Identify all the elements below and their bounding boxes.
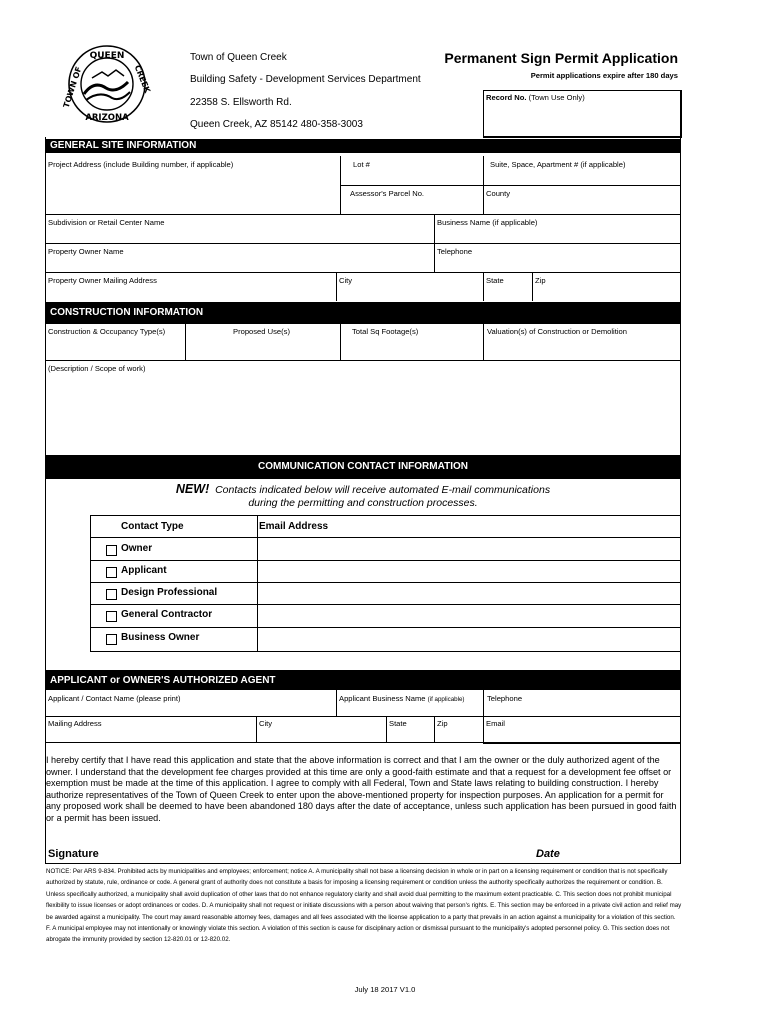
applicant-state-field[interactable]: State xyxy=(389,719,407,728)
communication-header: COMMUNICATION CONTACT INFORMATION xyxy=(46,455,680,479)
valuation-field[interactable]: Valuation(s) of Construction or Demolition xyxy=(487,327,627,336)
suite-field[interactable]: Suite, Space, Apartment # (if applicable) xyxy=(490,160,626,169)
expire-note: Permit applications expire after 180 days xyxy=(530,71,678,80)
record-no-box[interactable] xyxy=(483,90,682,138)
note-line-1: Contacts indicated below will receive automated E-mail communications xyxy=(215,484,551,496)
owner-telephone-field[interactable]: Telephone xyxy=(437,247,473,256)
occupancy-type-field[interactable]: Construction & Occupancy Type(s) xyxy=(48,327,166,336)
record-no-note: (Town Use Only) xyxy=(528,93,585,102)
contact-general-contractor-label: General Contractor xyxy=(121,609,213,620)
applicant-email-field[interactable]: Email xyxy=(486,719,505,728)
owner-city-field[interactable]: City xyxy=(339,276,353,285)
contact-type-header: Contact Type xyxy=(121,521,184,532)
subdivision-field[interactable]: Subdivision or Retail Center Name xyxy=(48,218,165,227)
communication-note xyxy=(46,483,680,510)
proposed-use-field[interactable]: Proposed Use(s) xyxy=(233,327,290,336)
department-name: Building Safety - Development Services Department xyxy=(190,74,421,85)
applicant-header: APPLICANT or OWNER'S AUTHORIZED AGENT xyxy=(46,670,680,690)
business-owner-checkbox[interactable] xyxy=(106,634,117,645)
town-logo xyxy=(62,44,162,134)
svg-text:TOWN OF: TOWN OF xyxy=(62,65,84,109)
new-label: NEW! xyxy=(175,482,210,496)
applicant-business-note: (if applicable) xyxy=(427,696,465,703)
applicant-business-name-field[interactable] xyxy=(339,694,464,704)
applicant-zip-field[interactable]: Zip xyxy=(437,719,448,728)
town-city-phone: Queen Creek, AZ 85142 480-358-3003 xyxy=(190,119,363,130)
description-field[interactable]: (Description / Scope of work) xyxy=(48,364,146,373)
signature-label[interactable]: Signature xyxy=(48,848,99,860)
certification-text: I hereby certify that I have read this application and state that the above information is correct and that I am the owner or the duly authorized agent of the owner. I understand that the development fee charges provided at this time are only a good-faith estimate and that a request for a development fee offset or exemption must be made at the time of this application. I agree to comply with all Federal, Town and State laws relating to building construction. I hereby authorize representatives of the Town of Queen Creek to enter upon the above-mentioned property for inspection purposes. An application for a permit for any proposed work shall be deemed to have been abandoned 180 days after the date of acceptance, unless such application has been pursued in good faith or a permit has been issued. xyxy=(46,755,677,823)
owner-mailing-field[interactable]: Property Owner Mailing Address xyxy=(48,276,157,285)
design-professional-checkbox[interactable] xyxy=(106,589,117,600)
parcel-field[interactable]: Assessor's Parcel No. xyxy=(350,189,425,198)
applicant-telephone-field[interactable]: Telephone xyxy=(487,694,523,703)
sq-footage-field[interactable]: Total Sq Footage(s) xyxy=(352,327,419,336)
contact-design-professional-label: Design Professional xyxy=(121,587,218,598)
owner-checkbox[interactable] xyxy=(106,545,117,556)
county-field[interactable]: County xyxy=(486,189,511,198)
svg-text:CREEK: CREEK xyxy=(132,63,152,95)
owner-name-field[interactable]: Property Owner Name xyxy=(48,247,124,256)
town-address: 22358 S. Ellsworth Rd. xyxy=(190,97,292,108)
owner-state-field[interactable]: State xyxy=(486,276,504,285)
applicant-contact-name-field[interactable]: Applicant / Contact Name (please print) xyxy=(48,694,181,703)
general-contractor-checkbox[interactable] xyxy=(106,611,117,622)
contact-owner-label: Owner xyxy=(121,543,153,554)
applicant-city-field[interactable]: City xyxy=(259,719,273,728)
applicant-business-name-label: Applicant Business Name xyxy=(339,694,426,703)
svg-text:QUEEN: QUEEN xyxy=(89,51,125,61)
version-footer: July 18 2017 V1.0 xyxy=(354,985,416,994)
notice-text: NOTICE: Per ARS 9-834. Prohibited acts by municipalities and employees; enforcement; notice A. A municipality shall not base a licensing decision in whole or in part on a licensing requirement or condition that is not specifically authorized by statute, rule, ordinance or code. A general grant of authority does not constitute a basis for imposing a licensing requirement or condition unless the authority specifically authorizes the requirement or condition. B. Unless specifically authorized, a municipality shall avoid duplication of other laws that do not enhance regulatory clarity and shall avoid dual permitting to the maximum extent practicable. C. This section does not prohibit municipal flexibility to issue licenses or adopt ordinances or codes. D. A municipality shall not request or initiate discussions with a person about waiving that person's rights. E. This section may be enforced in a private civil action and relief may be awarded against a municipality. The court may award reasonable attorney fees, damages and all fees associated with the license application to a party that prevails in an action against a municipality for a violation of this section. F. A municipal employee may not intentionally or knowingly violate this section. A violation of this section is cause for disciplinary action or dismissal pursuant to the municipality's adopted personnel policy. G. This section does not abrogate the immunity provided by section 12-820.01 or 12-820.02. xyxy=(46,868,682,944)
business-name-field[interactable]: Business Name (if applicable) xyxy=(437,218,538,227)
email-address-header: Email Address xyxy=(259,521,329,532)
general-site-header: GENERAL SITE INFORMATION xyxy=(46,139,680,153)
note-line-2: during the permitting and construction processes. xyxy=(248,497,478,509)
page-title: Permanent Sign Permit Application xyxy=(444,50,678,66)
contact-applicant-label: Applicant xyxy=(121,565,167,576)
applicant-mailing-field[interactable]: Mailing Address xyxy=(48,719,102,728)
contact-business-owner-label: Business Owner xyxy=(121,632,200,643)
project-address-field[interactable]: Project Address (include Building number, if applicable) xyxy=(48,160,234,169)
date-label[interactable]: Date xyxy=(536,848,560,860)
record-no-label: Record No. xyxy=(486,93,527,102)
town-name: Town of Queen Creek xyxy=(190,52,287,63)
svg-text:ARIZONA: ARIZONA xyxy=(85,113,129,123)
owner-zip-field[interactable]: Zip xyxy=(535,276,546,285)
applicant-checkbox[interactable] xyxy=(106,567,117,578)
lot-field[interactable]: Lot # xyxy=(353,160,370,169)
construction-header: CONSTRUCTION INFORMATION xyxy=(46,302,680,324)
